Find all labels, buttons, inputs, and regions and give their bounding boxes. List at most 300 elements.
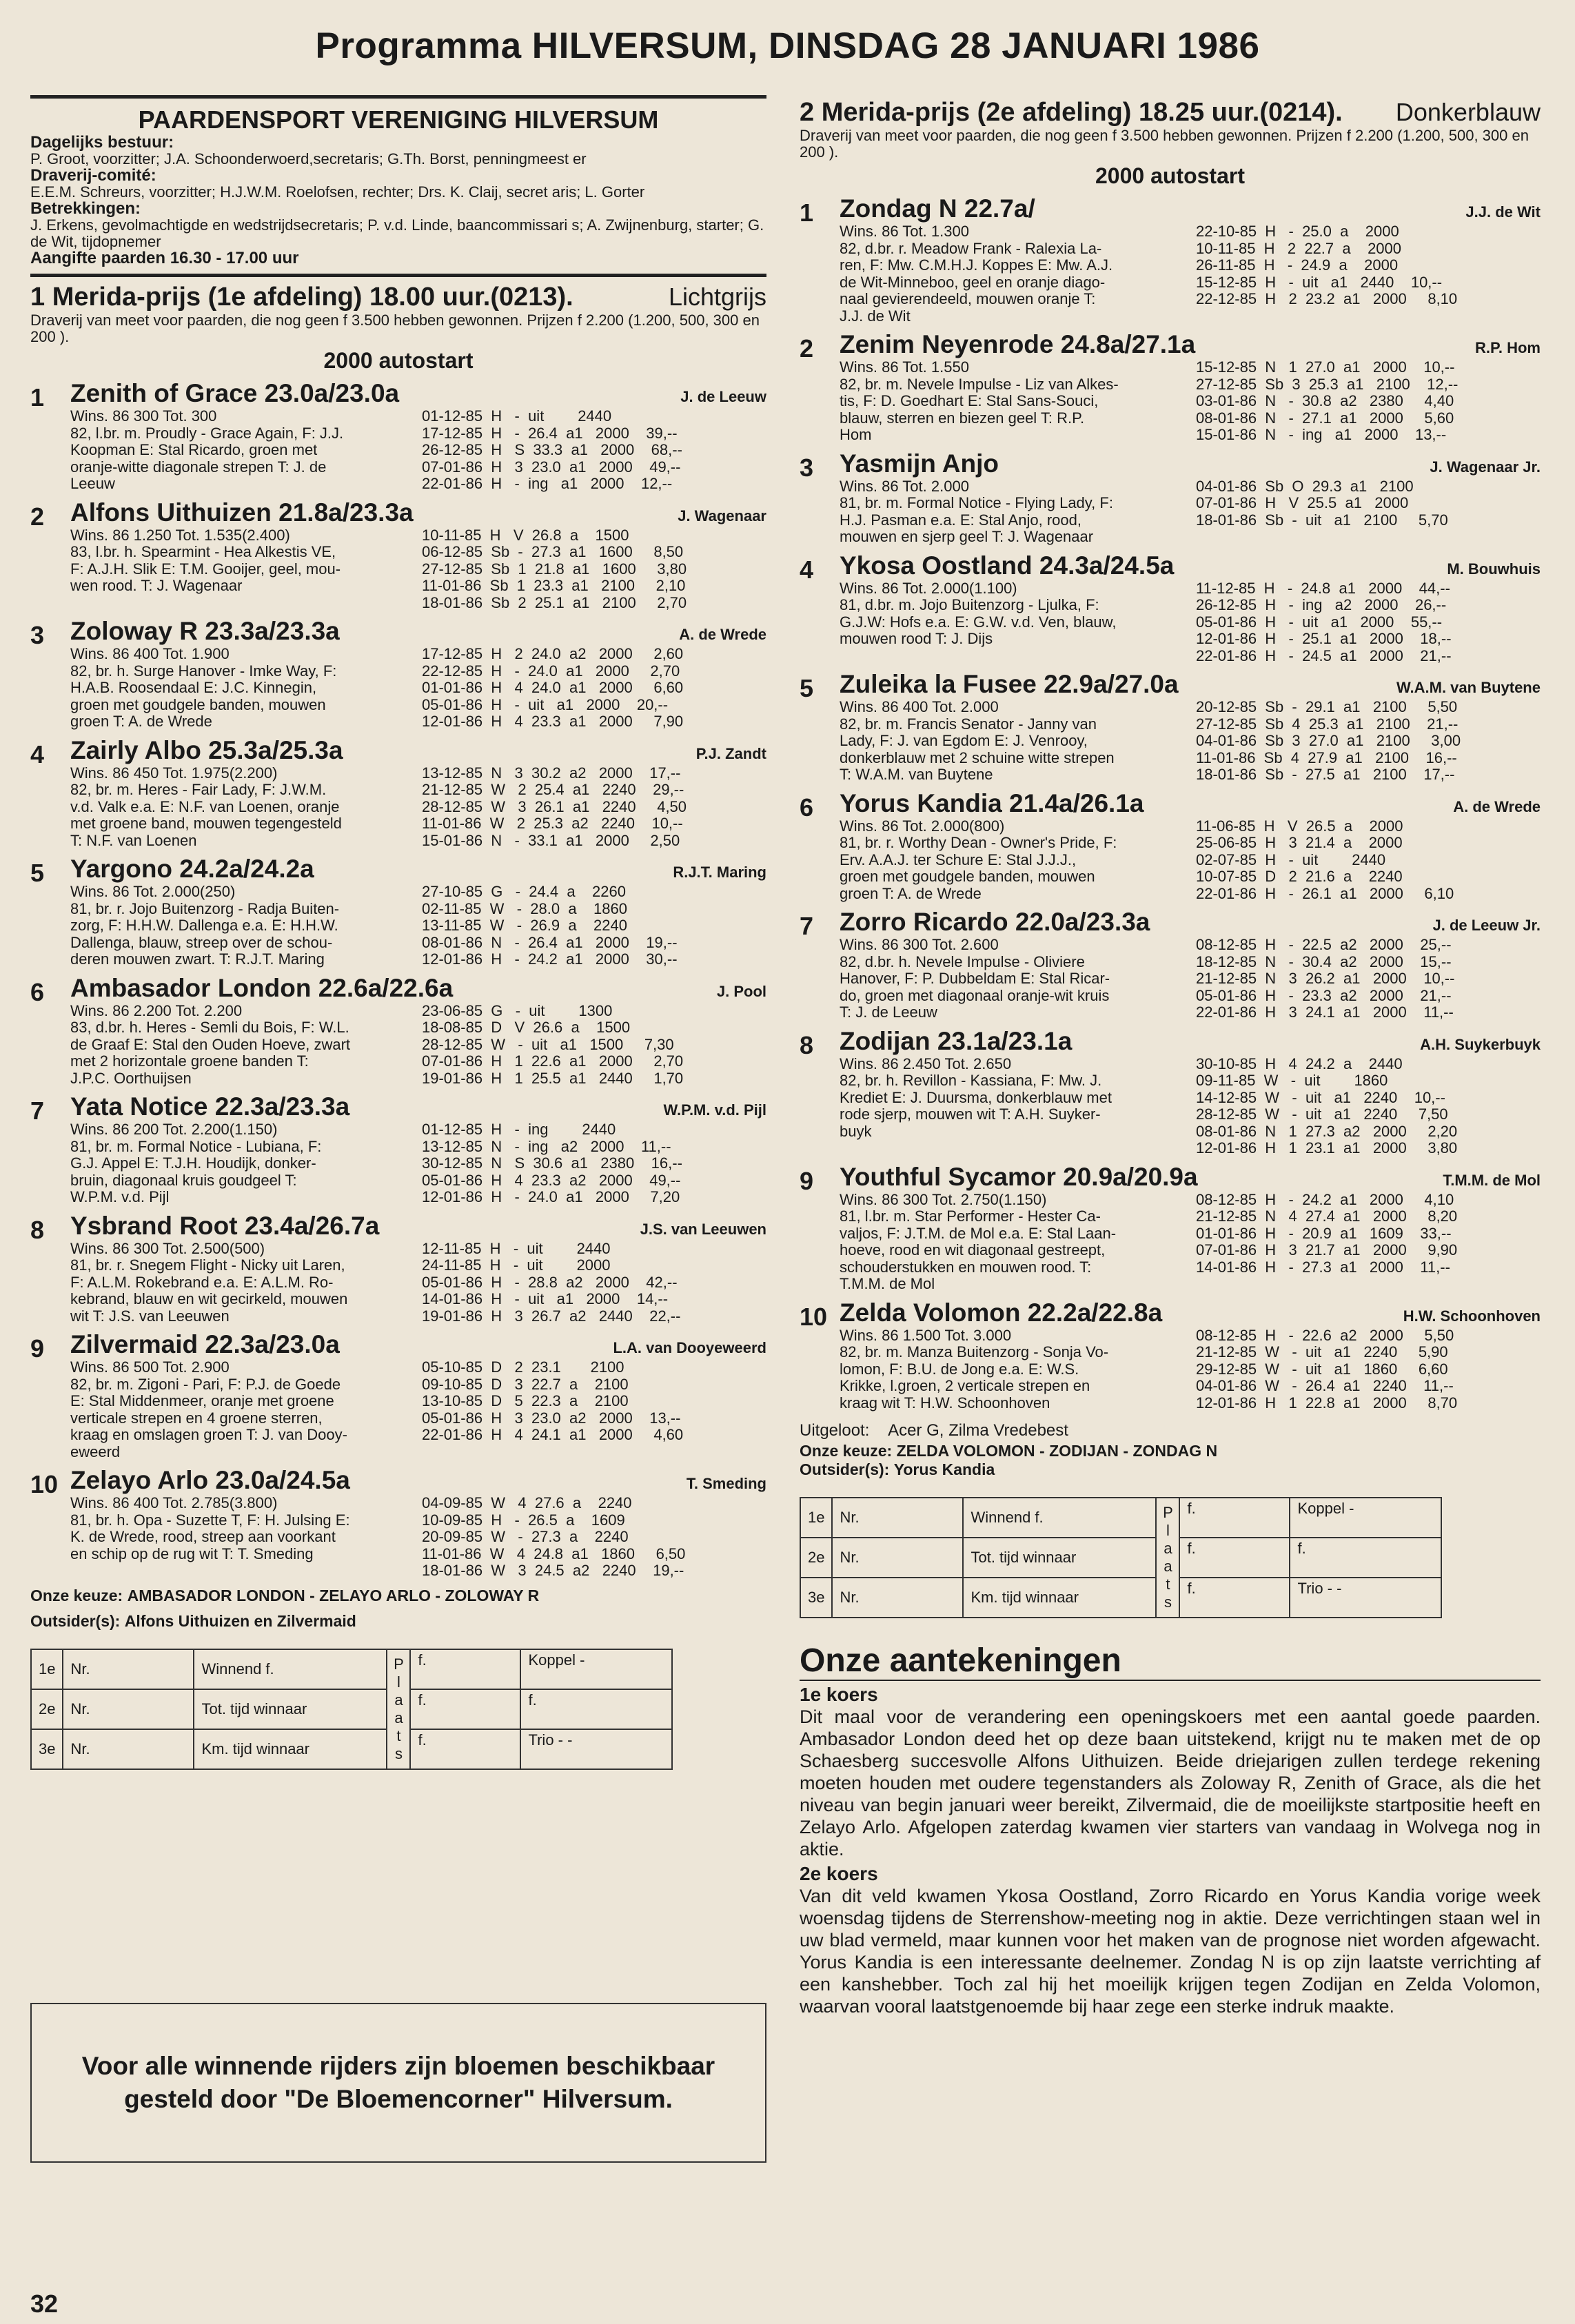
entry-line: groen T: A. de Wrede [840,884,982,902]
result-line: 12-01-86 H - 24.2 a1 2000 30,-- [422,950,678,968]
entry-body [70,408,766,493]
result-line: 23-06-85 G - uit 1300 [422,1001,613,1019]
divider [30,274,766,277]
entry-content [840,551,1541,665]
entry-body [70,765,766,850]
entry-content [840,194,1541,325]
entry-line: groen met goudgele banden, mouwen [840,868,1095,885]
result-line: 10-09-85 H - 26.5 a 1609 [422,1511,625,1529]
horse-entry [800,330,1541,444]
result-line: 22-01-86 H - ing a1 2000 12,-- [422,475,673,492]
outsider-label: Outsider(s): [30,1611,121,1630]
horse-entry [30,974,766,1088]
entry-body [70,1359,766,1460]
driver-name: R.P. Hom [1475,339,1541,356]
entry-line: deren mouwen zwart. T: R.J.T. Maring [70,950,325,968]
entry-headline [70,1212,766,1241]
horse-entry [30,1212,766,1325]
entry-line: G.J. Appel E: T.J.H. Houdijk, donker- [70,1154,316,1172]
keuze-label: Onze keuze: [30,1586,123,1604]
horse-name: Zenim Neyenrode 24.8a/27.1a [840,330,1196,358]
driver-name: T.M.M. de Mol [1443,1171,1541,1189]
result-line: 08-12-85 H - 24.2 a1 2000 4,10 [1196,1190,1454,1208]
race1-distance: 2000 autostart [323,348,474,373]
place-cell: 2e [800,1538,832,1578]
entry-line: E: Stal Middenmeer, oranje met groene [70,1392,334,1409]
entry-headline [70,1466,766,1495]
entry-description [840,478,1196,546]
outsider-text: Yorus Kandia [893,1460,995,1478]
f-cell: f. [1179,1498,1290,1538]
horse-entry [30,736,766,850]
entry-description [840,699,1196,784]
entry-content [840,330,1541,444]
entry-content [70,736,766,850]
entry-body [840,478,1541,546]
result-line: 22-10-85 H - 25.0 a 2000 [1196,223,1399,240]
notes-k1-head: 1e koers [800,1684,878,1705]
driver-name: J. de Leeuw [680,388,766,405]
horse-name: Yata Notice 22.3a/23.3a [70,1092,350,1121]
race1-keuze [30,1587,766,1605]
entry-headline [70,736,766,765]
result-line: 21-12-85 N 3 26.2 a1 2000 10,-- [1196,970,1455,987]
page-number: 32 [30,2290,59,2318]
entry-results [422,765,766,850]
nr-cell: Nr. [832,1578,963,1618]
result-line: 19-01-86 H 1 25.5 a1 2440 1,70 [422,1069,684,1087]
entry-results [1196,1056,1541,1157]
entry-body [70,646,766,731]
entry-line: K. de Wrede, rood, streep aan voorkant [70,1528,336,1545]
entry-line: 81, br. m. Formal Notice - Lubiana, F: [70,1137,322,1155]
race1-entries [30,379,766,1580]
entry-line: F: A.J.H. Slik E: T.M. Gooijer, geel, mou- [70,560,341,578]
label-cell: Km. tijd winnaar [963,1578,1156,1618]
result-line: 28-12-85 W - uit a1 2240 7,50 [1196,1105,1448,1123]
entry-headline [70,617,766,646]
entry-description [840,1327,1196,1412]
entry-line: do, groen met diagonaal oranje-wit kruis [840,986,1110,1004]
horse-name: Zenith of Grace 23.0a/23.0a [70,379,400,407]
label-cell: Tot. tijd winnaar [963,1538,1156,1578]
result-line: 21-12-85 N 4 27.4 a1 2000 8,20 [1196,1207,1458,1225]
nr-cell: Nr. [63,1649,194,1689]
result-line: 07-01-86 H 3 23.0 a1 2000 49,-- [422,458,681,476]
entry-headline [70,1330,766,1359]
race1-title: 1 Merida-prijs (1e afdeling) 18.00 uur.(0213). [30,283,573,312]
club-section-text: E.E.M. Schreurs, voorzitter; H.J.W.M. Roelofsen, rechter; Drs. K. Claij, secret aris; L. Gorter [30,183,645,201]
entry-content [840,1163,1541,1293]
entry-description [70,1121,422,1206]
plaats-cell: P l a a t s [387,1649,410,1769]
result-line: 15-01-86 N - 33.1 a1 2000 2,50 [422,831,680,849]
entry-line: schouderstukken en mouwen rood. T: [840,1258,1092,1276]
entry-line: 83, d.br. h. Heres - Semli du Bois, F: W.L. [70,1019,349,1036]
driver-name: A. de Wrede [1453,797,1541,815]
uitgeloot-text: Acer G, Zilma Vredebest [888,1421,1068,1440]
result-line: 01-01-86 H 4 24.0 a1 2000 6,60 [422,679,684,696]
horse-entry [30,617,766,731]
result-table [800,1497,1442,1618]
horse-name: Zodijan 23.1a/23.1a [840,1026,1073,1055]
horse-name: Ambasador London 22.6a/22.6a [70,973,454,1002]
driver-name: H.W. Schoonhoven [1403,1307,1541,1325]
result-line: 04-01-86 Sb O 29.3 a1 2100 [1196,477,1414,495]
entry-body [70,1003,766,1088]
entry-line: Wins. 86 300 Tot. 2.600 [840,936,999,953]
driver-name: A. de Wrede [679,626,766,643]
entry-line: donkerblauw met 2 schuine witte strepen [840,748,1115,766]
result-line: 07-01-86 H V 25.5 a1 2000 [1196,494,1409,511]
result-table-row [800,1538,1441,1578]
outsider-label: Outsider(s): [800,1460,890,1478]
club-section-head: Draverij-comité: [30,166,156,185]
entry-description [840,1192,1196,1293]
result-line: 14-01-86 H - uit a1 2000 14,-- [422,1290,669,1307]
driver-name: W.A.M. van Buytene [1396,679,1541,696]
koppel-trio-cell [1290,1538,1441,1578]
driver-name: P.J. Zandt [695,744,766,762]
entry-body [840,1327,1541,1412]
result-table-race1 [30,1649,766,1770]
race2-color: Donkerblauw [1395,98,1541,126]
result-line: 28-12-85 W 3 26.1 a1 2240 4,50 [422,797,687,815]
entry-number: 5 [800,674,814,702]
entry-results [422,646,766,731]
result-line: 30-10-85 H 4 24.2 a 2440 [1196,1054,1403,1072]
entry-results [422,1121,766,1206]
entry-line: 81, br. r. Snegem Flight - Nicky uit Laren, [70,1256,345,1274]
entry-line: valjos, F: J.T.M. de Mol e.a. E: Stal Laan- [840,1224,1117,1242]
entry-line: Wins. 86 500 Tot. 2.900 [70,1358,230,1376]
entry-line: met 2 horizontale groene banden T: [70,1052,309,1070]
horse-name: Alfons Uithuizen 21.8a/23.3a [70,498,414,527]
result-line: 15-12-85 N 1 27.0 a1 2000 10,-- [1196,358,1455,376]
result-line: 30-12-85 N S 30.6 a1 2380 16,-- [422,1154,682,1172]
race2-title: 2 Merida-prijs (2e afdeling) 18.25 uur.(0214). [800,98,1343,127]
entry-content [840,1298,1541,1412]
f-cell: f. [410,1649,520,1689]
result-line: 08-12-85 H - 22.5 a2 2000 25,-- [1196,936,1452,953]
entry-content [70,617,766,731]
entry-results [1196,359,1541,444]
entry-line: Wins. 86 Tot. 1.300 [840,223,969,240]
result-line: 11-01-86 Sb 4 27.9 a1 2100 16,-- [1196,748,1457,766]
entry-line: F: A.L.M. Rokebrand e.a. E: A.L.M. Ro- [70,1273,334,1291]
result-line: 27-12-85 Sb 3 25.3 a1 2100 12,-- [1196,375,1459,393]
entry-line: Lady, F: J. van Egdom E: J. Venrooy, [840,732,1088,749]
entry-headline [840,330,1541,359]
entry-body [840,937,1541,1021]
entry-body [840,818,1541,903]
keuze-text: AMBASADOR LONDON - ZELAYO ARLO - ZOLOWAY R [127,1586,540,1604]
result-line: 12-01-86 H - 24.0 a1 2000 7,20 [422,1188,680,1205]
result-line: 15-01-86 N - ing a1 2000 13,-- [1196,426,1447,443]
result-line: 22-12-85 H - 24.0 a1 2000 2,70 [422,662,680,680]
koppel-label: Koppel [1297,1500,1345,1517]
notes-title: Onze aantekeningen [800,1642,1121,1679]
entry-line: Wins. 86 400 Tot. 2.785(3.800) [70,1494,278,1511]
entry-results [1196,478,1541,546]
entry-line: Wins. 86 400 Tot. 1.900 [70,645,230,662]
entry-line: Krediet E: J. Duursma, donkerblauw met [840,1088,1112,1106]
entry-number: 5 [30,859,45,887]
result-table-row [31,1649,672,1689]
horse-entry [30,1466,766,1580]
horse-name: Ysbrand Root 23.4a/26.7a [70,1211,380,1240]
entry-content [840,670,1541,784]
result-line: 22-01-86 H - 24.5 a1 2000 21,-- [1196,646,1452,664]
place-cell: 3e [800,1578,832,1618]
place-cell: 2e [31,1689,63,1729]
result-line: 18-01-86 Sb - 27.5 a1 2100 17,-- [1196,766,1455,783]
result-line: 01-12-85 H - ing 2440 [422,1121,616,1138]
result-line: 13-12-85 N 3 30.2 a2 2000 17,-- [422,764,681,782]
entry-line: zorg, F: H.H.W. Dallenga e.a. E: H.H.W. [70,917,338,934]
entry-headline [840,670,1541,699]
horse-entry [30,1330,766,1460]
result-line: 09-11-85 W - uit 1860 [1196,1072,1388,1089]
entry-line: 82, l.br. m. Proudly - Grace Again, F: J.J. [70,424,344,442]
entry-description [70,765,422,850]
entry-description [840,223,1196,325]
driver-name: J. Pool [716,982,766,1000]
result-line: 08-01-86 N - 27.1 a1 2000 5,60 [1196,409,1454,427]
koppel-trio-cell: Trio - - [1290,1578,1441,1618]
entry-number: 6 [30,977,45,1006]
entry-number: 3 [800,453,814,482]
entry-line: 82, br. m. Francis Senator - Janny van [840,715,1097,733]
club-section-text: J. Erkens, gevolmachtigde en wedstrijdsecretaris; P. v.d. Linde, baancommissari s; A. Zwijnenburg, starter; G. de Wit, tijdopnemer [30,216,764,250]
entry-line: 82, br. h. Surge Hanover - Imke Way, F: [70,662,337,680]
result-line: 17-12-85 H 2 24.0 a2 2000 2,60 [422,645,684,662]
aangifte-text: Aangifte paarden 16.30 - 17.00 uur [30,249,299,267]
entry-line: H.J. Pasman e.a. E: Stal Anjo, rood, [840,511,1081,529]
entry-line: mouwen en sjerp geel T: J. Wagenaar [840,528,1094,545]
entry-body [840,699,1541,784]
entry-results [422,1495,766,1580]
koppel-trio-cell: Trio - - [520,1729,672,1769]
result-line: 12-01-86 H 1 23.1 a1 2000 3,80 [1196,1139,1458,1156]
result-line: 18-08-85 D V 26.6 a 1500 [422,1019,631,1036]
horse-name: Zuleika la Fusee 22.9a/27.0a [840,670,1179,698]
entry-line: bruin, diagonaal kruis goudgeel T: [70,1171,297,1189]
result-line: 06-12-85 Sb - 27.3 a1 1600 8,50 [422,543,684,560]
entry-body [70,884,766,968]
f-label: f. [1297,1540,1306,1557]
entry-content [70,1330,766,1460]
result-line: 24-11-85 H - uit 2000 [422,1256,611,1274]
entry-line: W.P.M. v.d. Pijl [70,1188,170,1205]
horse-entry [30,498,766,612]
result-line: 04-01-86 Sb 3 27.0 a1 2100 3,00 [1196,732,1461,749]
result-line: 22-01-86 H 4 24.1 a1 2000 4,60 [422,1426,684,1443]
entry-number: 10 [800,1302,828,1331]
result-line: 29-12-85 W - uit a1 1860 6,60 [1196,1360,1448,1378]
entry-line: kraag wit T: H.W. Schoonhoven [840,1394,1050,1411]
horse-name: Youthful Sycamor 20.9a/20.9a [840,1162,1198,1191]
entry-line: Wins. 86 Tot. 1.550 [840,358,969,376]
entry-description [840,937,1196,1021]
horse-name: Yargono 24.2a/24.2a [70,855,314,883]
entry-description [70,527,422,612]
entry-line: T: W.A.M. van Buytene [840,766,993,783]
entry-number: 2 [30,502,45,531]
result-line: 25-06-85 H 3 21.4 a 2000 [1196,834,1403,851]
result-line: 21-12-85 W - uit a1 2240 5,90 [1196,1343,1448,1360]
notes-k2-text: Van dit veld kwamen Ykosa Oostland, Zorro Ricardo en Yorus Kandia vorige week woensdag tijdens de Sterrenshow-meeting nog in aktie. Deze verrichtingen staan wel in uw blad vermeld, maar kunnen voor het maken van de prognose niet worden afgewacht. Yorus Kandia is een interessante deelnemer. Zondag N is op zijn laatste verrichting af een kanshebber. Toch zal hij het moeilijk krijgen tegen Zodijan en Zelda Volomon, waarvan vooral laatstgenoemde bij haar zege een sterke indruk maakte. [800,1886,1541,2017]
result-line: 05-01-86 H - 28.8 a2 2000 42,-- [422,1273,678,1291]
label-cell: Tot. tijd winnaar [194,1689,387,1729]
horse-name: Zelayo Arlo 23.0a/24.5a [70,1466,350,1494]
entry-number: 10 [30,1470,59,1498]
result-line: 15-12-85 H - uit a1 2440 10,-- [1196,273,1443,291]
koppel-trio-cell: Koppel - [520,1649,672,1689]
entry-line: G.J.W: Hofs e.a. E: G.W. v.d. Ven, blauw, [840,613,1117,631]
race2-description: Draverij van meet voor paarden, die nog geen f 3.500 hebben gewonnen. Prijzen f 2.200 (1.200, 500, 300 en 200 ). [800,127,1529,161]
entry-number: 7 [800,912,814,940]
result-table-row [800,1578,1441,1618]
entry-line: tis, F: D. Goedhart E: Stal Sans-Souci, [840,392,1099,409]
entry-line: Wins. 86 400 Tot. 2.000 [840,698,999,715]
horse-entry [800,1027,1541,1157]
entry-content [70,1466,766,1580]
entry-line: Wins. 86 Tot. 2.000(800) [840,817,1005,835]
driver-name: J.S. van Leeuwen [640,1220,766,1238]
f-cell: f. [1179,1578,1290,1618]
result-line: 12-01-86 H 4 23.3 a1 2000 7,90 [422,713,684,730]
entry-line: T: N.F. van Loenen [70,831,197,849]
entry-results [422,527,766,612]
nr-cell: Nr. [832,1538,963,1578]
entry-description [70,1241,422,1325]
race1-color: Lichtgrijs [668,283,766,311]
result-line: 10-11-85 H V 26.8 a 1500 [422,526,629,544]
place-cell: 3e [31,1729,63,1769]
race2-entries [800,194,1541,1411]
result-line: 13-10-85 D 5 22.3 a 2100 [422,1392,629,1409]
entry-line: Wins. 86 450 Tot. 1.975(2.200) [70,764,278,782]
result-line: 02-11-85 W - 28.0 a 1860 [422,899,627,917]
entry-headline [840,1298,1541,1327]
entry-content [840,908,1541,1021]
entry-line: eweerd [70,1443,121,1460]
result-line: 08-12-85 H - 22.6 a2 2000 5,50 [1196,1326,1454,1344]
driver-name: J. Wagenaar Jr. [1430,458,1541,476]
flower-text: Voor alle winnende rijders zijn bloemen beschikbaar gesteld door "De Bloemencorner" Hilversum. [81,2052,715,2113]
result-line: 05-01-86 H 3 23.0 a2 2000 13,-- [422,1409,681,1427]
flower-note [30,2003,766,2163]
entry-line: v.d. Valk e.a. E: N.F. van Loenen, oranje [70,797,340,815]
result-line: 26-11-85 H - 24.9 a 2000 [1196,256,1399,274]
horse-entry [800,551,1541,665]
entry-results [422,1241,766,1325]
entry-line: groen met goudgele banden, mouwen [70,695,326,713]
entry-line: Dallenga, blauw, streep over de schou- [70,933,333,951]
result-line: 11-12-85 H - 24.8 a1 2000 44,-- [1196,579,1450,597]
entry-description [840,580,1196,665]
result-line: 21-12-85 W 2 25.4 a1 2240 29,-- [422,781,684,798]
horse-entry [800,789,1541,903]
entry-line: rode sjerp, mouwen wit T: A.H. Suyker- [840,1105,1101,1123]
entry-line: T.M.M. de Mol [840,1275,935,1292]
entry-content [840,1027,1541,1157]
entry-results [422,1359,766,1460]
label-cell: Winnend f. [963,1498,1156,1538]
entry-content [70,1212,766,1325]
race2-outsider [800,1460,1541,1479]
entry-line: Hanover, F: P. Dubbeldam E: Stal Ricar- [840,970,1110,987]
entry-line: en schip op de rug wit T: T. Smeding [70,1545,314,1562]
entry-line: 82, br. m. Manza Buitenzorg - Sonja Vo- [840,1343,1109,1360]
entry-line: Krikke, l.groen, 2 verticale strepen en [840,1377,1090,1394]
nr-cell: Nr. [63,1729,194,1769]
entry-line: hoeve, rood en wit diagonaal gestreept, [840,1241,1106,1258]
entry-line: kraag en omslagen groen T: J. van Dooy- [70,1426,347,1443]
result-line: 05-01-86 H - uit a1 2000 20,-- [422,695,669,713]
result-line: 04-09-85 W 4 27.6 a 2240 [422,1494,632,1511]
keuze-text: ZELDA VOLOMON - ZODIJAN - ZONDAG N [896,1442,1218,1460]
entry-number: 7 [30,1097,45,1125]
entry-results [1196,937,1541,1021]
entry-line: Hom [840,426,872,443]
entry-line: 81, br. m. Formal Notice - Flying Lady, F: [840,494,1113,511]
entry-body [840,580,1541,665]
horse-entry [800,1298,1541,1412]
entry-headline [840,1027,1541,1056]
entry-body [840,223,1541,325]
entry-line: 81, br. h. Opa - Suzette T, F: H. Julsing E: [70,1511,350,1529]
driver-name: J. de Leeuw Jr. [1432,917,1541,934]
result-line: 18-01-86 Sb 2 25.1 a1 2100 2,70 [422,593,687,611]
driver-name: J. Wagenaar [678,507,766,524]
entry-line: 82, br. m. Heres - Fair Lady, F: J.W.M. [70,781,327,798]
result-line: 10-11-85 H 2 22.7 a 2000 [1196,239,1402,257]
entry-number: 6 [800,793,814,822]
entry-number: 1 [30,383,45,411]
entry-line: T: J. de Leeuw [840,1003,937,1021]
koppel-trio-cell: Koppel - [1290,1498,1441,1538]
notes-k2-head: 2e koers [800,1863,878,1884]
horse-name: Ykosa Oostland 24.3a/24.5a [840,551,1175,580]
result-line: 27-12-85 Sb 1 21.8 a1 1600 3,80 [422,560,687,578]
entry-line: 82, br. m. Nevele Impulse - Liz van Alkes- [840,375,1119,393]
result-table-race2 [800,1497,1541,1618]
result-line: 01-12-85 H - uit 2440 [422,407,612,425]
entry-line: Wins. 86 2.450 Tot. 2.650 [840,1054,1012,1072]
entry-line: lomon, F: B.U. de Jong e.a. E: W.S. [840,1360,1079,1378]
driver-name: L.A. van Dooyeweerd [613,1339,766,1356]
result-line: 08-01-86 N 1 27.3 a2 2000 2,20 [1196,1122,1458,1140]
horse-entry [30,379,766,493]
entry-results [1196,580,1541,665]
entry-number: 4 [30,740,45,768]
horse-name: Zondag N 22.7a/ [840,194,1035,223]
plaats-cell: P l a a t s [1156,1498,1179,1618]
entry-line: met groene band, mouwen tegengesteld [70,815,342,832]
horse-entry [30,1092,766,1206]
entry-number: 9 [30,1334,45,1363]
entry-content [70,855,766,968]
result-line: 26-12-85 H - ing a2 2000 26,-- [1196,596,1447,613]
entry-line: Erv. A.A.J. ter Schure E: Stal J.J.J., [840,850,1077,868]
result-line: 13-11-85 W - 26.9 a 2240 [422,917,627,934]
entry-line: de Graaf E: Stal den Ouden Hoeve, zwart [70,1035,351,1053]
horse-name: Zilvermaid 22.3a/23.0a [70,1330,340,1358]
race2-header [800,98,1541,128]
f-label: f. [528,1691,537,1709]
